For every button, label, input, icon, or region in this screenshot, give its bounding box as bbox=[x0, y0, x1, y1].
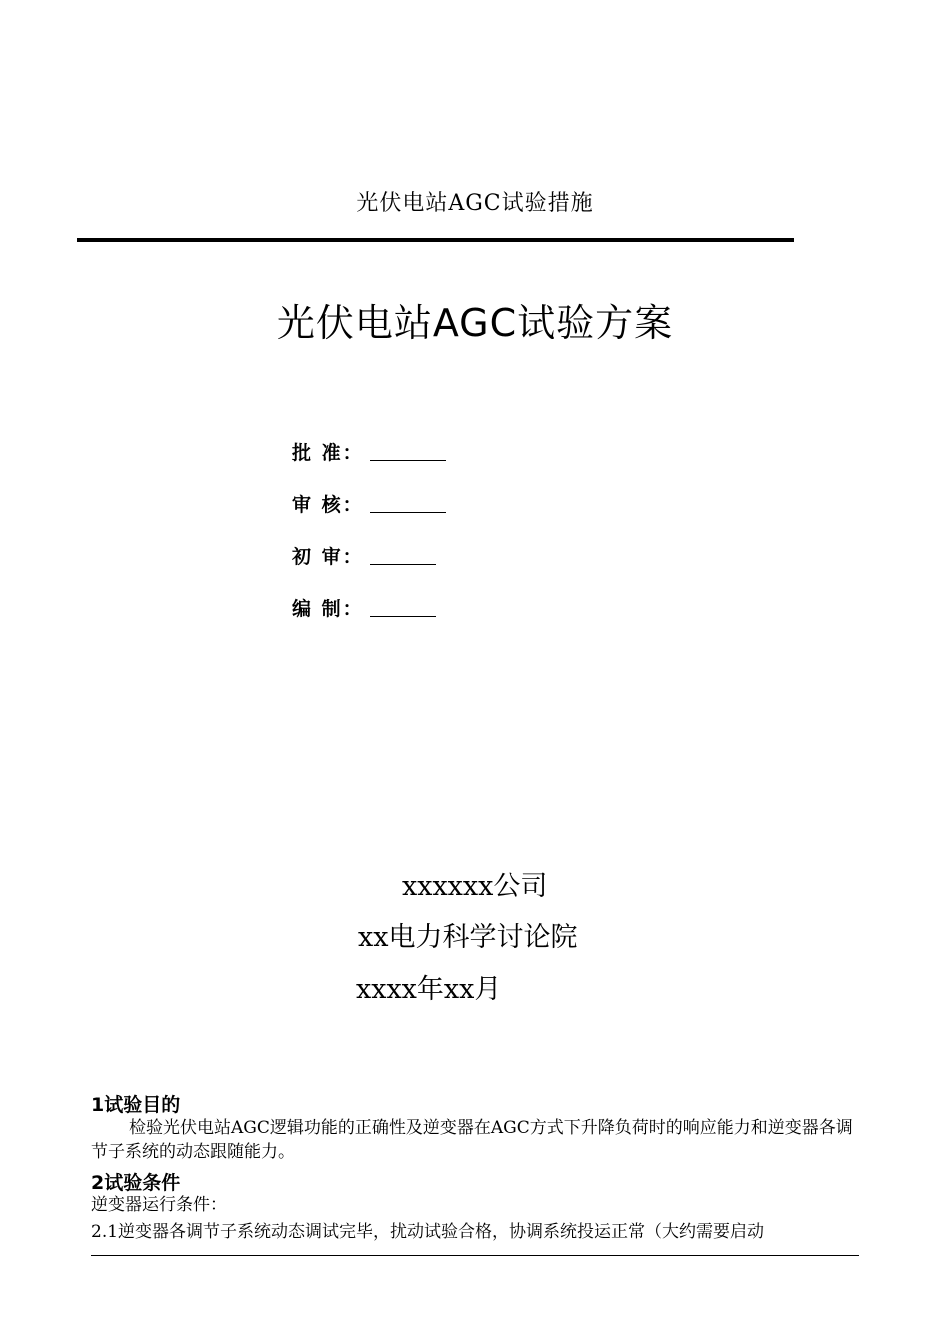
institute-name: xx电力科学讨论院 bbox=[358, 922, 578, 953]
document-title: 光伏电站AGC试验方案 bbox=[276, 301, 674, 345]
signoff-label: 批 准： bbox=[292, 442, 364, 464]
section-heading-purpose: 1试验目的 bbox=[91, 1094, 181, 1116]
signoff-label: 初 审： bbox=[292, 546, 364, 568]
document-date: xxxx年xx月 bbox=[356, 974, 502, 1005]
signoff-label: 审 核： bbox=[292, 494, 364, 516]
header-divider bbox=[77, 238, 794, 242]
section-heading-conditions: 2试验条件 bbox=[91, 1172, 181, 1194]
signature-blank bbox=[370, 438, 446, 461]
signoff-row-initial-review bbox=[292, 542, 446, 594]
signature-blank bbox=[370, 490, 446, 513]
signature-blank bbox=[370, 594, 436, 617]
running-header: 光伏电站AGC试验措施 bbox=[356, 191, 594, 216]
company-name: xxxxxx公司 bbox=[402, 871, 548, 902]
signoff-row-review bbox=[292, 490, 446, 542]
signoff-row-prepared bbox=[292, 594, 446, 646]
footer-divider bbox=[91, 1255, 859, 1256]
signoff-label: 编 制： bbox=[292, 598, 364, 620]
signoff-block bbox=[292, 438, 446, 646]
signature-blank bbox=[370, 542, 436, 565]
section-line-conditions: 逆变器运行条件： bbox=[91, 1195, 227, 1215]
section-line-conditions-2-1: 2.1逆变器各调节子系统动态调试完毕，扰动试验合格，协调系统投运正常（大约需要启动 bbox=[91, 1222, 765, 1242]
section-paragraph-purpose: 检验光伏电站AGC逻辑功能的正确性及逆变器在AGC方式下升降负荷时的响应能力和逆变器各调节子系统的动态跟随能力。 bbox=[91, 1118, 853, 1162]
signoff-row-approve bbox=[292, 438, 446, 490]
